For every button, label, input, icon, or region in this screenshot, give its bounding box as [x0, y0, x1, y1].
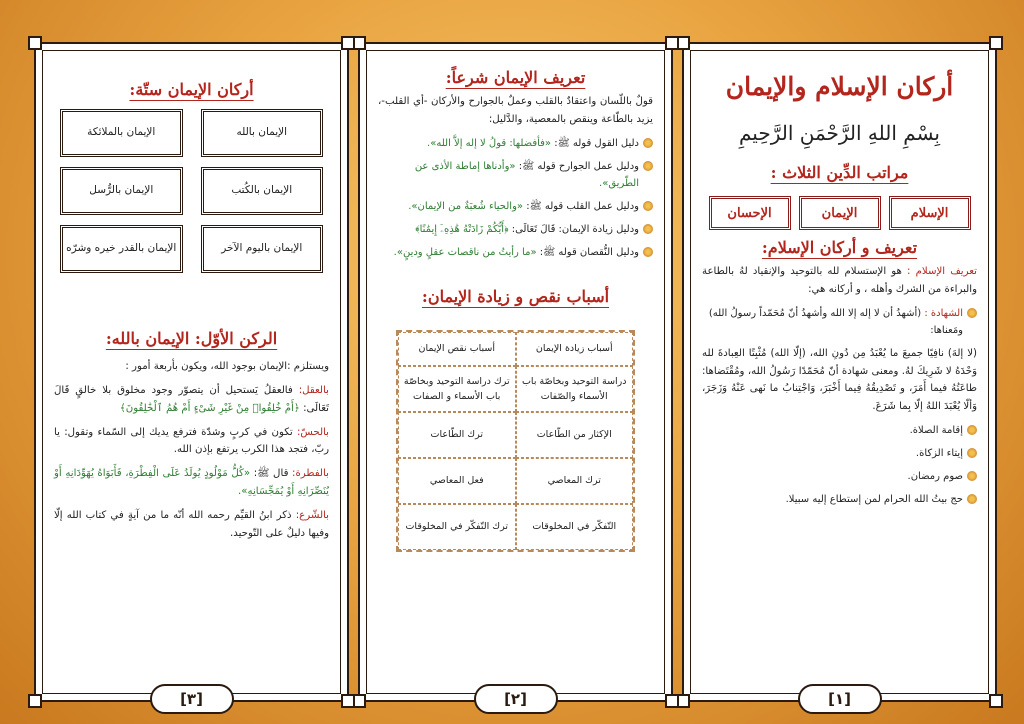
- evidence-quote: «ما رأيتُ من ناقصات عقلٍ ودينٍ».: [393, 246, 537, 258]
- evidence-quote: «فأفضلها: قولُ لا إله إلاَّ الله».: [427, 137, 552, 149]
- page-panel-1: [682, 42, 997, 708]
- table-header: أسباب زيادة الإيمان: [516, 332, 634, 366]
- islam-heading: تعريف و أركان الإسلام:: [761, 238, 918, 257]
- page-number: [٢]: [474, 684, 558, 714]
- pillar-box: الإيمان بالقدر خيره وشرّه: [60, 225, 183, 273]
- proof-text: فالعقلُ يَستحيل أن يتصوّر وجود مخلوق بلا خالقٍ قَالَ تَعَالَى:: [54, 384, 329, 414]
- pillar-box: الإيمان بالكُتب: [201, 167, 324, 215]
- bullet-icon: [967, 471, 977, 481]
- page-panel-2: [358, 42, 673, 708]
- bullet-icon: [967, 448, 977, 458]
- iman-definition: قولٌ باللّسان واعتقادٌ بالقلب وعملٌ بالجوارح والأركان -أي القلب-، يزيد بالطّاعة وينقص بالمعصية، والدَّليل:: [378, 96, 653, 125]
- pillar-text: حج بيتُ الله الحرام لمن إستطاع إليه سبيلا.: [785, 494, 963, 506]
- table-cell: الإكثار من الطّاعات: [516, 412, 634, 458]
- evidence-label: ودليل عمل القلب قوله ﷺ:: [526, 200, 639, 212]
- basmala-calligraphy: بِسْمِ اللهِ الرَّحْمَنِ الرَّحِيمِ: [738, 121, 940, 145]
- evidence-quote: ﴿أَيُّكُمْ زَادَتْهُ هَٰذِهِۦٓ إِيمَٰنًا﴾: [415, 223, 509, 235]
- proof-label: بالشّرع:: [295, 509, 329, 521]
- proof-label: بالحسّ:: [296, 426, 329, 438]
- level-box-iman: الإيمان: [799, 196, 881, 230]
- evidence-item: [378, 158, 653, 192]
- shahada-explanation: (لا إلهَ) نافِيًا جميعَ ما يُعْبَدُ مِن دُونِ الله، (إلّا الله) مُثْبِتًا العِبادةَ لله وَحْدَهُ لا شَرِيكَ لهُ. ومعنى شهادة أنّ مُحَمّدًا رَسُولُ الله، ومُقْتَضاها: طاعَتُهُ فيما أَمَرَ، و تَصْدِيقُهُ فِيما أَخْبَرَ، وَاجْتِنابُ ما نَهى عَنْهُ وَزَجَرَ، وَألّا يُعْبَدَ اللهُ إلّا بِما شَرَعَ.: [702, 347, 977, 413]
- evidence-label: ودليل عمل الجوارح قوله ﷺ:: [518, 160, 639, 172]
- page-panel-3: [34, 42, 349, 708]
- pillar-text: إقامة الصلاة.: [909, 425, 963, 437]
- iman-definition-heading: تعريف الإيمان شرعاً:: [445, 68, 586, 87]
- pillar-item: [702, 468, 977, 485]
- bullet-icon: [643, 247, 653, 257]
- bullet-icon: [967, 425, 977, 435]
- pillar-box: الإيمان بالرُّسل: [60, 167, 183, 215]
- islam-definition: [702, 263, 977, 299]
- proof-label: بالفطرة:: [292, 468, 329, 480]
- bullet-icon: [643, 201, 653, 211]
- evidence-item: [378, 135, 653, 152]
- table-header: أسباب نقص الإيمان: [398, 332, 516, 366]
- religion-levels: [702, 196, 977, 230]
- level-box-ihsan: الإحسان: [709, 196, 791, 230]
- levels-heading: مراتب الدِّين الثلاث :: [770, 163, 909, 182]
- pillar-item: [702, 491, 977, 508]
- shahada-label: الشهادة :: [924, 307, 963, 319]
- first-pillar-heading: الركن الأوّل: الإيمان بالله:: [105, 329, 278, 348]
- causes-table: [396, 330, 635, 552]
- bullet-icon: [967, 494, 977, 504]
- table-cell: التّفكّر في المخلوقات: [516, 504, 634, 550]
- proof-item: [54, 382, 329, 418]
- table-cell: ترك دراسة التوحيد وبخاصّة باب الأسماء و الصفات: [398, 366, 516, 412]
- pillar-shahada: [702, 305, 977, 339]
- page-number: [١]: [798, 684, 882, 714]
- level-box-islam: الإسلام: [889, 196, 971, 230]
- table-cell: دراسة التوحيد وبخاصّة باب الأسماء والصّفات: [516, 366, 634, 412]
- corner-ornament: [341, 36, 355, 50]
- evidence-label: ودليل زيادة الإيمان: قَالَ تَعَالَى:: [511, 223, 639, 235]
- pillar-box: الإيمان بالملائكة: [60, 109, 183, 157]
- proof-label: بالعقل:: [298, 384, 329, 396]
- bullet-icon: [967, 308, 977, 318]
- proof-quote: ﴿أَمْ خُلِقُوا۟ مِنْ غَيْرِ شَىْءٍ أَمْ هُمُ ٱلْخَٰلِقُونَ﴾: [119, 402, 300, 414]
- pillar-item: [702, 445, 977, 462]
- corner-ornament: [989, 694, 1003, 708]
- pillar-box: الإيمان بالله: [201, 109, 324, 157]
- corner-ornament: [341, 694, 355, 708]
- definition-text: هو الإستسلام لله بالتوحيد والإنقياد لهُ بالطاعة والبراءة من الشرك وأهله ، و أركانه هي:: [702, 266, 977, 295]
- proof-item: [54, 465, 329, 501]
- corner-ornament: [28, 36, 42, 50]
- corner-ornament: [665, 694, 679, 708]
- iman-pillars-heading: أركان الإيمان ستّة:: [129, 80, 254, 99]
- pillar-text: إيتاء الزكاة.: [915, 448, 963, 460]
- proof-item: [54, 507, 329, 543]
- corner-ornament: [665, 36, 679, 50]
- evidence-label: ودليل النُّقصان قوله ﷺ:: [539, 246, 639, 258]
- proof-text: تكون في كربٍ وشدّة فترفع يديك إلى السّماء وتقول: يا ربّ، فتجد هذا الكرب يرتفع بإذن الله.: [54, 426, 329, 456]
- shahada-text: (أشهدُ أن لا إله إلا الله وأشهدُ أنّ مُحَمّداً رسولُ الله) ومَعناها:: [708, 307, 963, 336]
- evidence-quote: «والحياء شُعبَةٌ من الإيمان».: [408, 200, 524, 212]
- evidence-item: [378, 221, 653, 238]
- causes-heading: أسباب نقص و زيادة الإيمان:: [421, 286, 610, 306]
- bullet-icon: [643, 161, 653, 171]
- table-cell: ترك التّفكّر في المخلوقات: [398, 504, 516, 550]
- bullet-icon: [643, 224, 653, 234]
- corner-ornament: [989, 36, 1003, 50]
- evidence-item: [378, 198, 653, 215]
- proof-text: قال ﷺ:: [253, 468, 289, 480]
- proof-text: ذكر ابنُ القيِّم رحمه الله أنّه ما من آيةٍ في كتاب الله إلّا وفيها دليلٌ على التّوحيد.: [54, 509, 329, 539]
- iman-pillars-grid: [60, 109, 323, 273]
- definition-term: تعريف الإسلام :: [907, 266, 977, 277]
- bullet-icon: [643, 138, 653, 148]
- proof-item: [54, 424, 329, 460]
- first-pillar-intro: ويستلزم :الإيمان بوجود الله، ويكون بأربعة أمور :: [125, 361, 329, 372]
- table-cell: فعل المعاصي: [398, 458, 516, 504]
- evidence-label: دليل القول قوله ﷺ:: [554, 137, 639, 149]
- table-cell: ترك الطّاعات: [398, 412, 516, 458]
- pillar-box: الإيمان باليوم الآخر: [201, 225, 324, 273]
- corner-ornament: [28, 694, 42, 708]
- evidence-item: [378, 244, 653, 261]
- pillar-text: صوم رمضان.: [907, 471, 963, 483]
- table-cell: ترك المعاصي: [516, 458, 634, 504]
- page-number: [٣]: [150, 684, 234, 714]
- pillar-item: [702, 422, 977, 439]
- evidence-quote: «وأدناها إماطة الأذى عن الطّريق».: [414, 160, 639, 189]
- brochure-title: أركان الإسلام والإيمان: [725, 72, 954, 101]
- proof-quote: «كُلُّ مَوْلُودٍ يُولَدُ عَلَى الْفِطْرَةِ، فَأَبَوَاهُ يُهَوِّدَانِهِ أَوْ يُنَصِّرَانِهِ أَوْ يُمَجِّسَانِهِ».: [54, 468, 329, 498]
